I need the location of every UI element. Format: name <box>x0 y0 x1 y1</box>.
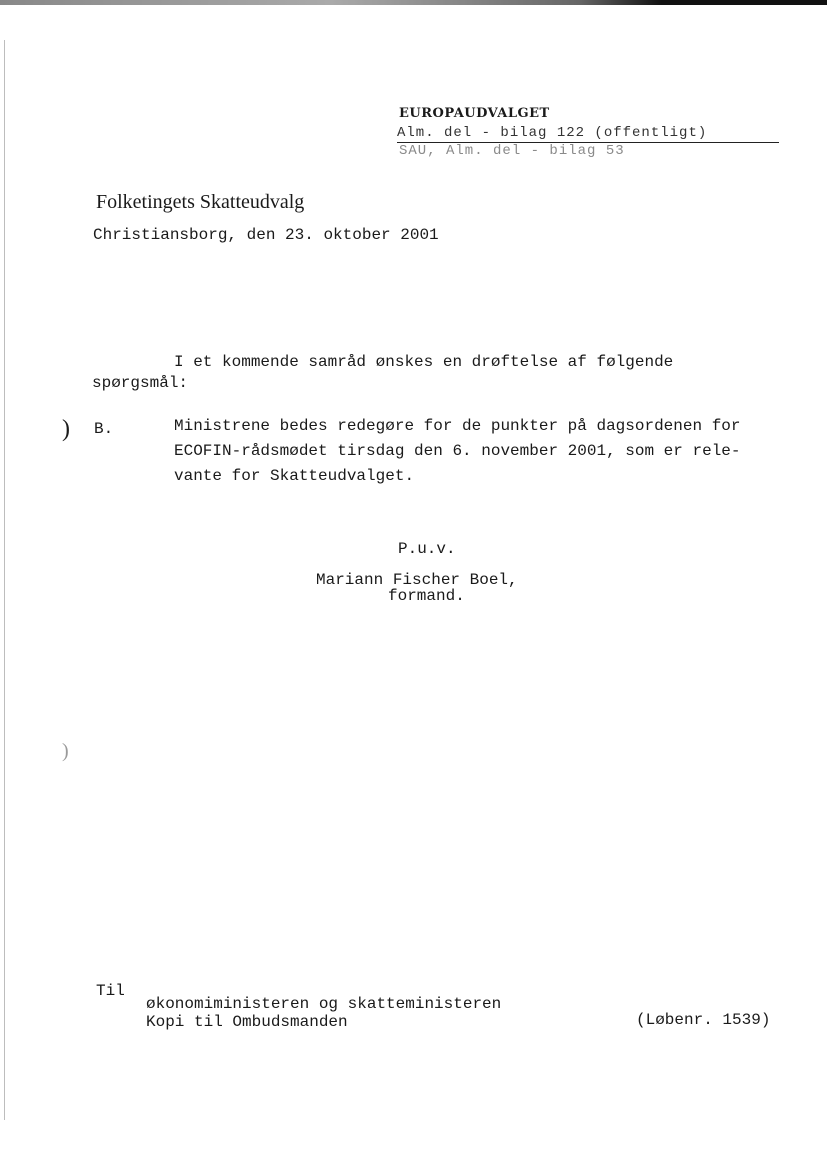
signer-name: Mariann Fischer Boel, <box>316 571 518 589</box>
stamp-title: EUROPAUDVALGET <box>399 106 550 121</box>
serial-number: (Løbenr. 1539) <box>636 1011 771 1029</box>
scan-edge-top <box>0 0 827 5</box>
to-label: Til <box>96 982 125 1000</box>
dateline: Christiansborg, den 23. oktober 2001 <box>93 226 439 244</box>
intro-line-1: I et kommende samråd ønskes en drøftelse af følgende <box>174 353 674 371</box>
margin-paren-mark-faded: ) <box>62 740 69 762</box>
question-label: B. <box>94 420 114 438</box>
committee-heading: Folketingets Skatteudvalg <box>96 191 305 213</box>
intro-line-2: spørgsmål: <box>92 374 189 392</box>
question-line-1: Ministrene bedes redegøre for de punkter på dagsordenen for <box>174 417 741 435</box>
recipients: økonomiministeren og skatteministeren <box>146 995 502 1013</box>
stamp-reference-line-faded: SAU, Alm. del - bilag 53 <box>399 143 625 159</box>
margin-paren-mark: ) <box>62 416 70 442</box>
question-line-2: ECOFIN-rådsmødet tirsdag den 6. november 2001, som er rele- <box>174 442 741 460</box>
question-line-3: vante for Skatteudvalget. <box>174 467 415 485</box>
closing-puv: P.u.v. <box>398 540 456 558</box>
scan-edge-left <box>4 40 5 1120</box>
stamp-reference-line: Alm. del - bilag 122 (offentligt) <box>397 125 779 143</box>
copy-recipient: Kopi til Ombudsmanden <box>146 1013 348 1031</box>
signer-role: formand. <box>388 587 465 605</box>
